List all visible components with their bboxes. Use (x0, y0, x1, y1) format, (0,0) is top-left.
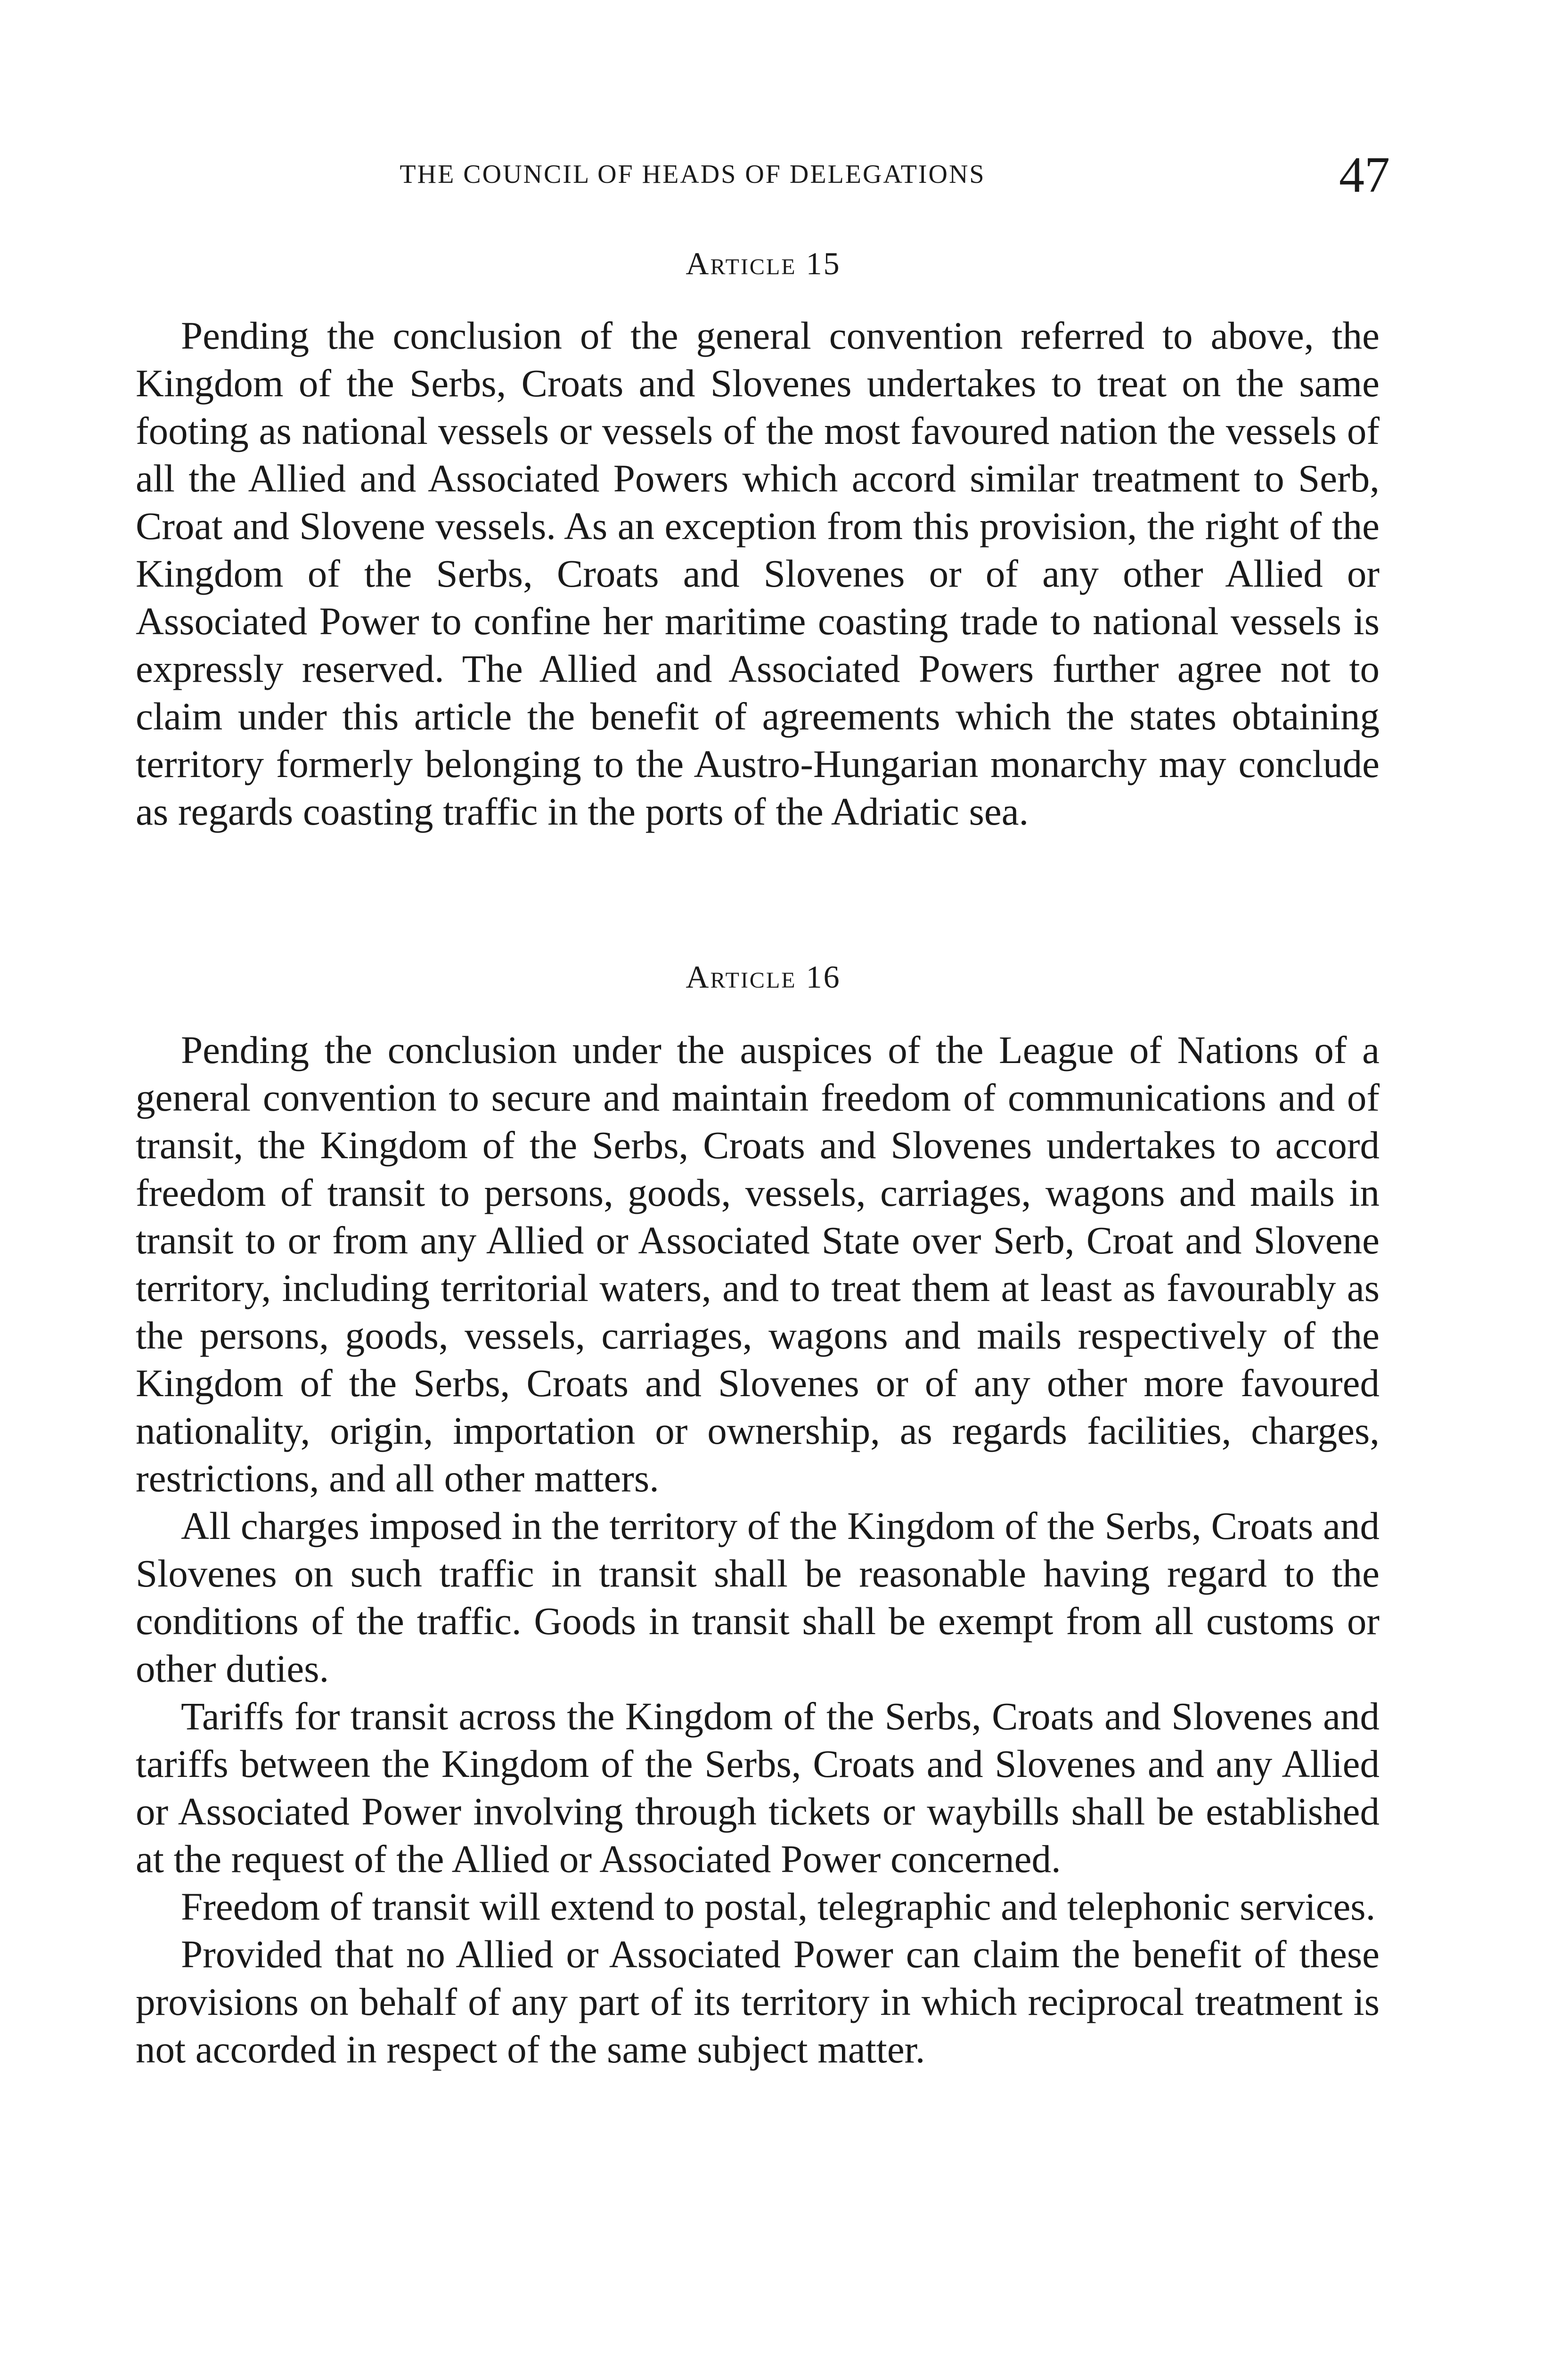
article-15-title: Article 15 (686, 245, 841, 281)
article-15-body (136, 312, 1380, 835)
page-number: 47 (1339, 147, 1390, 203)
article-16-paragraph-3: Tariffs for transit across the Kingdom of the Serbs, Croats and Slovenes and tariffs between the Kingdom of the Serbs, Croats and Slovenes and any Allied or Associated Power involving through tickets or waybills shall be established at the request of the Allied or Associated Power concerned. (136, 1694, 1380, 1881)
article-16-paragraph-4: Freedom of transit will extend to postal, telegraphic and telephonic services. (181, 1885, 1376, 1928)
article-16-paragraph-5: Provided that no Allied or Associated Power can claim the benefit of these provisions on behalf of any part of its territory in which reciprocal treatment is not accorded in respect of the same subject matter. (136, 1932, 1380, 2071)
article-16-body (136, 1026, 1380, 2073)
article-16-paragraph-2: All charges imposed in the territory of the Kingdom of the Serbs, Croats and Slovenes on such traffic in transit shall be reasonable having regard to the conditions of the traffic. Goods in transit shall be exempt from all customs or other duties. (136, 1504, 1380, 1690)
article-16-paragraph-1: Pending the conclusion under the auspices of the League of Nations of a general convention to secure and maintain freedom of communications and of transit, the Kingdom of the Serbs, Croats and Slovenes undertakes to accord freedom of transit to persons, goods, vessels, carriages, wagons and mails in transit to or from any Allied or Associated State over Serb, Croat and Slovene territory, including territorial waters, and to treat them at least as favourably as the persons, goods, vessels, carriages, wagons and mails respectively of the Kingdom of the Serbs, Croats and Slovenes or of any other more favoured nationality, origin, importation or ownership, as regards facilities, charges, restrictions, and all other matters. (136, 1028, 1380, 1500)
article-16-title: Article 16 (686, 959, 841, 995)
running-head: THE COUNCIL OF HEADS OF DELEGATIONS (400, 160, 986, 189)
page-header (137, 147, 1390, 203)
article-15-paragraph-1: Pending the conclusion of the general convention referred to above, the Kingdom of the Serbs, Croats and Slovenes undertakes to treat on the same footing as national vessels or vessels of the most favoured nation the vessels of all the Allied and Associated Powers which accord similar treatment to Serb, Croat and Slovene vessels. As an exception from this provision, the right of the Kingdom of the Serbs, Croats and Slovenes or of any other Allied or Associated Power to confine her maritime coasting trade to national vessels is expressly reserved. The Allied and Associated Powers further agree not to claim under this article the benefit of agreements which the states obtaining territory formerly belonging to the Austro-Hungarian monarchy may conclude as regards coasting traffic in the ports of the Adriatic sea. (136, 314, 1380, 833)
